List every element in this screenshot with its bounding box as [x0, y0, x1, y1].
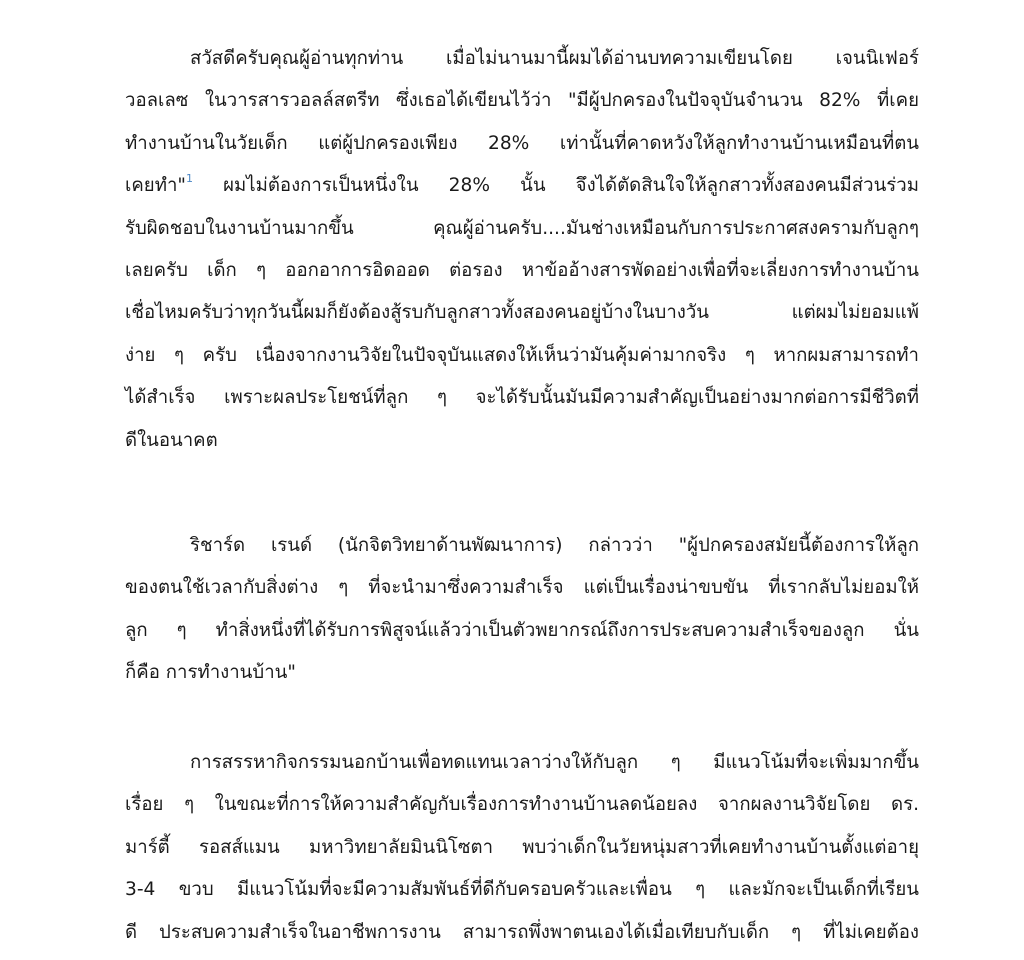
text-line: ของตนใช้เวลากับสิ่งต่าง ๆ ที่จะนำมาซึ่งความสำเร็จ แต่เป็นเรื่องน่าขบขัน ที่เรากลับไม่ยอมให้	[125, 577, 919, 599]
text-line: ก็คือ การทำงานบ้าน"	[125, 662, 296, 684]
text-line: ดี ประสบความสำเร็จในอาชีพการงาน สามารถพึ่งพาตนเองได้เมื่อเทียบกับเด็ก ๆ ที่ไม่เคยต้อง	[125, 921, 919, 943]
text-line: ลูก ๆ ทำสิ่งหนึ่งที่ได้รับการพิสูจน์แล้วว่าเป็นตัวพยากรณ์ถึงการประสบความสำเร็จของลูก นั่น	[125, 619, 919, 641]
text-line: เชื่อไหมครับว่าทุกวันนี้ผมก็ยังต้องสู้รบกับลูกสาวทั้งสองคนอยู่บ้างในบางวัน แต่ผมไม่ยอมแพ้	[125, 302, 919, 324]
text-line: ได้สำเร็จ เพราะผลประโยชน์ที่ลูก ๆ จะได้รับนั้นมันมีความสำคัญเป็นอย่างมากต่อการมีชีวิตที่	[125, 387, 919, 409]
text-segment: เคยทำ"	[125, 175, 186, 197]
text-line: ง่าย ๆ ครับ เนื่องจากงานวิจัยในปัจจุบันแสดงให้เห็นว่ามันคุ้มค่ามากจริง ๆ หากผมสามารถทำ	[125, 344, 919, 366]
text-line: การสรรหากิจกรรมนอกบ้านเพื่อทดแทนเวลาว่างให้กับลูก ๆ มีแนวโน้มที่จะเพิ่มมากขึ้น	[190, 752, 919, 773]
text-line: รับผิดชอบในงานบ้านมากขึ้น คุณผู้อ่านครับ....มันช่างเหมือนกับการประกาศสงครามกับลูกๆ	[125, 217, 919, 239]
text-line: เรื่อย ๆ ในขณะที่การให้ความสำคัญกับเรื่องการทำงานบ้านลดน้อยลง จากผลงานวิจัยโดย ดร.	[125, 794, 919, 816]
text-line: ริชาร์ด เรนด์ (นักจิตวิทยาด้านพัฒนาการ) กล่าวว่า "ผู้ปกครองสมัยนี้ต้องการให้ลูก	[190, 535, 919, 556]
paragraph-intro	[125, 38, 919, 462]
text-line: ดีในอนาคต	[125, 429, 218, 451]
text-line: 3-4 ขวบ มีแนวโน้มที่จะมีความสัมพันธ์ที่ดีกับครอบครัวและเพื่อน ๆ และมักจะเป็นเด็กที่เรียน	[125, 879, 919, 901]
text-line: เลยครับ เด็ก ๆ ออกอาการอิดออด ต่อรอง หาข้ออ้างสารพัดอย่างเพื่อที่จะเลี่ยงการทำงานบ้าน	[125, 259, 919, 281]
text-line: ทำงานบ้านในวัยเด็ก แต่ผู้ปกครองเพียง 28% เท่านั้นที่คาดหวังให้ลูกทำงานบ้านเหมือนที่ตน	[125, 132, 919, 154]
text-line: วอลเลซ ในวารสารวอลล์สตรีท ซึ่งเธอได้เขียนไว้ว่า "มีผู้ปกครองในปัจจุบันจำนวน 82% ที่เคย	[125, 90, 919, 112]
text-line: สวัสดีครับคุณผู้อ่านทุกท่าน เมื่อไม่นานมานี้ผมได้อ่านบทความเขียนโดย เจนนิเฟอร์	[190, 48, 919, 69]
paragraph-quote	[125, 525, 919, 695]
footnote-marker[interactable]: 1	[185, 172, 193, 186]
text-line: มาร์ตี้ รอสส์แมน มหาวิทยาลัยมินนิโซตา พบว่าเด็กในวัยหนุ่มสาวที่เคยทำงานบ้านตั้งแต่อายุ	[125, 836, 919, 858]
paragraph-research	[125, 742, 919, 954]
text-line-with-footnote	[125, 165, 919, 207]
text-segment: ผมไม่ต้องการเป็นหนึ่งใน 28% นั้น จึงได้ตัดสินใจให้ลูกสาวทั้งสองคนมีส่วนร่วม	[192, 175, 919, 197]
